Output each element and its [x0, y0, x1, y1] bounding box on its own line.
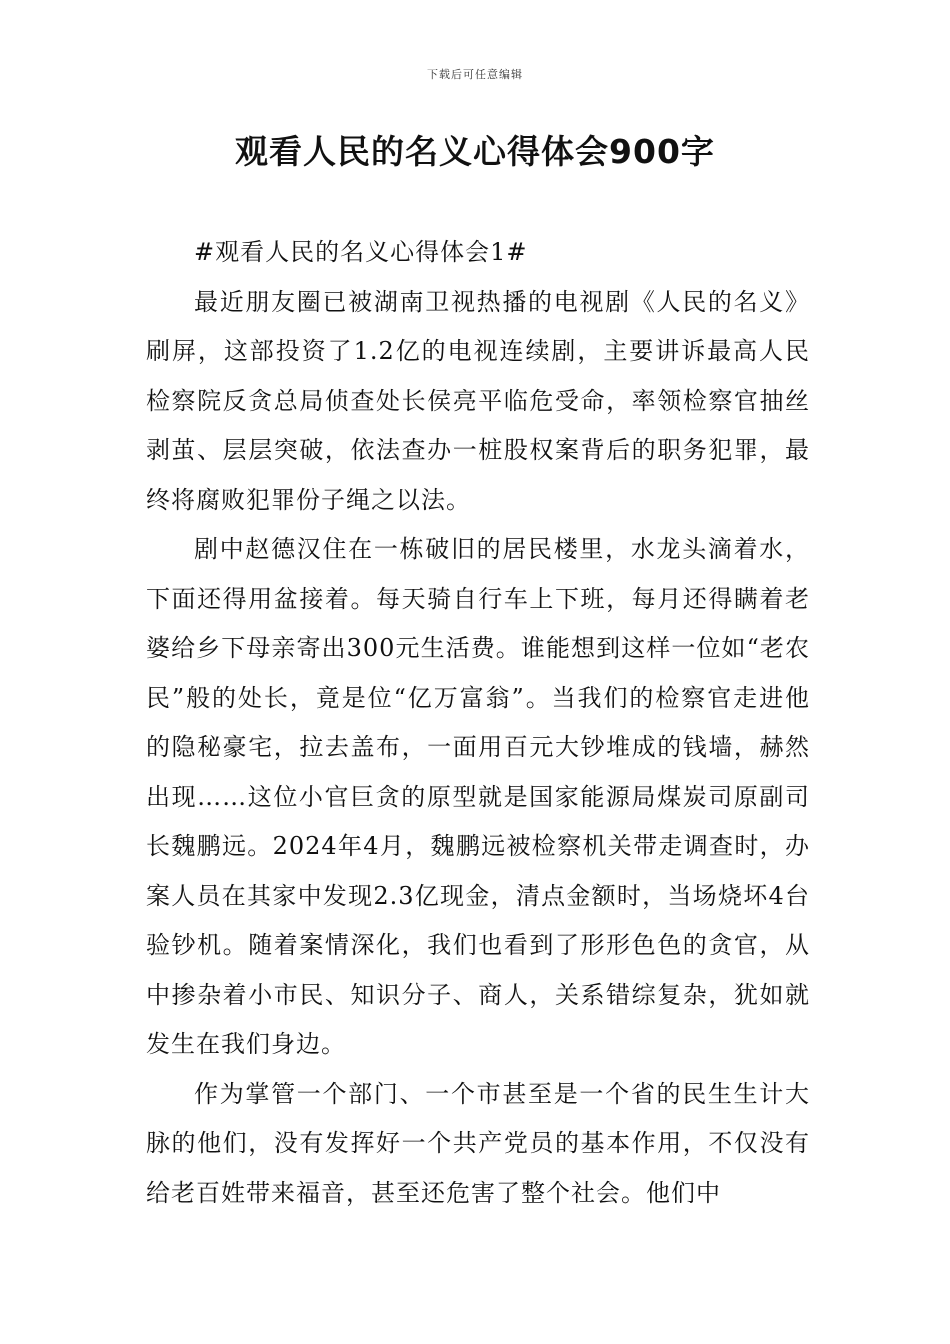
page-title: 观看人民的名义心得体会900字	[235, 132, 715, 171]
document-body	[146, 228, 810, 1218]
paragraph: 作为掌管一个部门、一个市甚至是一个省的民生生计大脉的他们，没有发挥好一个共产党员的基本作用，不仅没有给老百姓带来福音，甚至还危害了整个社会。他们中	[146, 1079, 810, 1207]
header-note: 下载后可任意编辑	[427, 68, 523, 81]
section-heading: #观看人民的名义心得体会1#	[194, 238, 528, 266]
paragraph: 最近朋友圈已被湖南卫视热播的电视剧《人民的名义》刷屏，这部投资了1.2亿的电视连续剧，主要讲诉最高人民检察院反贪总局侦查处长侯亮平临危受命，率领检察官抽丝剥茧、层层突破，依法查办一桩股权案背后的职务犯罪，最终将腐败犯罪份子绳之以法。	[146, 287, 810, 514]
paragraph: 剧中赵德汉住在一栋破旧的居民楼里，水龙头滴着水，下面还得用盆接着。每天骑自行车上下班，每月还得瞒着老婆给乡下母亲寄出300元生活费。谁能想到这样一位如“老农民”般的处长，竟是位“亿万富翁”。当我们的检察官走进他的隐秘豪宅，拉去盖布，一面用百元大钞堆成的钱墙，赫然出现……这位小官巨贪的原型就是国家能源局煤炭司原副司长魏鹏远。2024年4月，魏鹏远被检察机关带走调查时，办案人员在其家中发现2.3亿现金，清点金额时，当场烧坏4台验钞机。随着案情深化，我们也看到了形形色色的贪官，从中掺杂着小市民、知识分子、商人，关系错综复杂，犹如就发生在我们身边。	[146, 535, 810, 1058]
